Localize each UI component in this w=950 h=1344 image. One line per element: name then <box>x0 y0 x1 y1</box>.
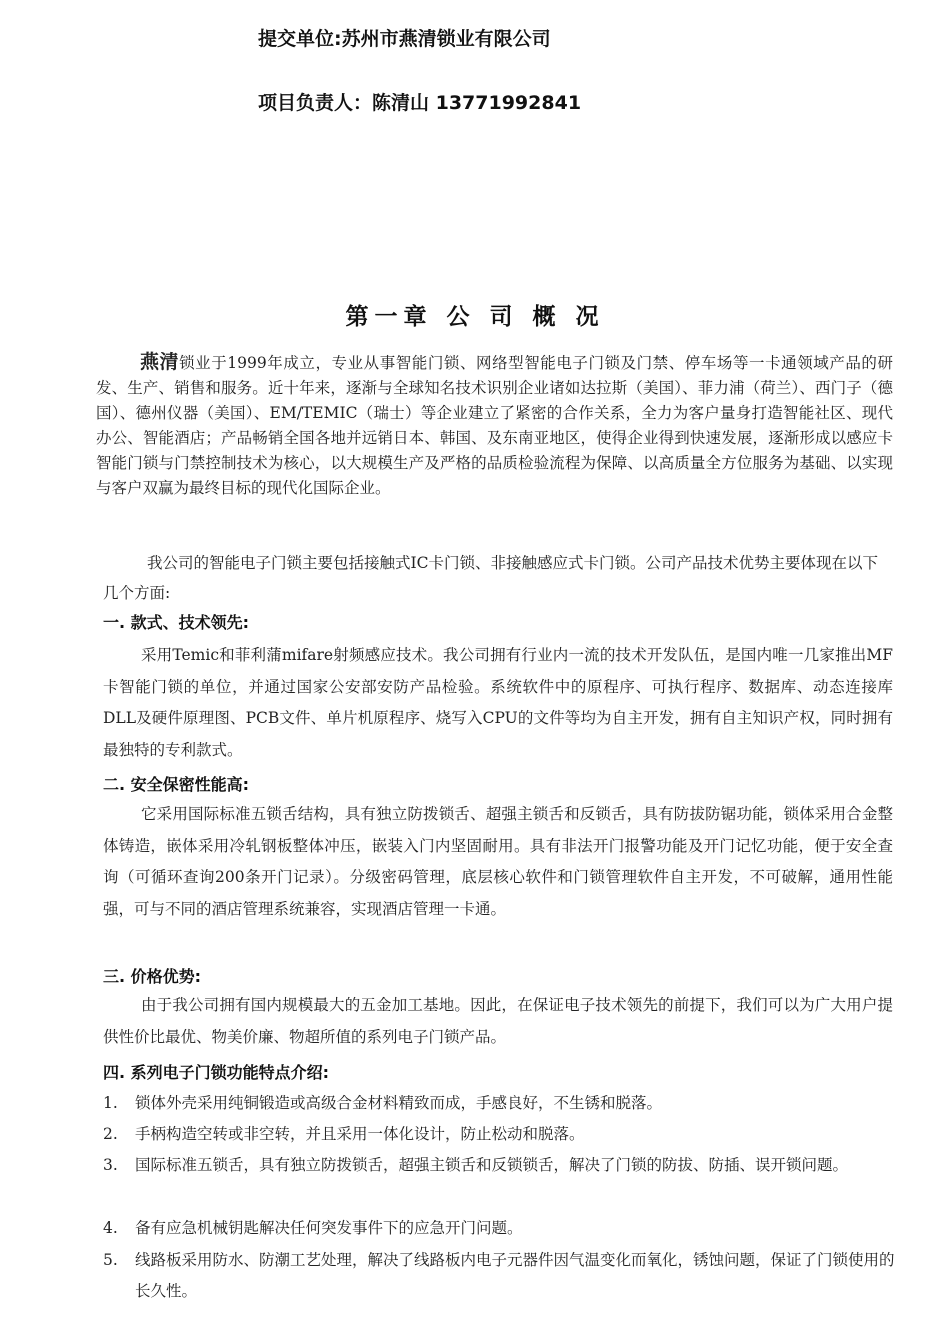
company-intro-paragraph <box>96 350 893 501</box>
section-heading-style-tech: 一. 款式、技术领先: <box>103 613 250 632</box>
feature-number: 4. <box>103 1219 118 1237</box>
products-intro-paragraph: 我公司的智能电子门锁主要包括接触式IC卡门锁、非接触感应式卡门锁。公司产品技术优势主要体现在以下几个方面: <box>103 554 878 602</box>
submitter-line: 提交单位:苏州市燕清锁业有限公司 <box>258 28 551 50</box>
feature-text: 国际标准五锁舌，具有独立防拨锁舌，超强主锁舌和反锁锁舌，解决了门锁的防拔、防插、误开锁问题。 <box>135 1156 849 1174</box>
feature-item <box>103 1213 903 1244</box>
feature-text: 锁体外壳采用纯铜锻造或高级合金材料精致而成，手感良好，不生锈和脱落。 <box>135 1094 663 1112</box>
feature-text: 线路板采用防水、防潮工艺处理，解决了线路板内电子元器件因气温变化而氧化，锈蚀问题，保证了门锁使用的长久性。 <box>135 1251 895 1300</box>
feature-text: 手柄构造空转或非空转，并且采用一体化设计，防止松动和脱落。 <box>135 1125 585 1143</box>
company-intro-text: 锁业于1999年成立，专业从事智能门锁、网络型智能电子门锁及门禁、停车场等一卡通领域产品的研发、生产、销售和服务。近十年来，逐渐与全球知名技术识别企业诸如达拉斯（美国）、菲力浦（荷兰）、西门子（德国）、德州仪器（美国）、EM/TEMIC（瑞士）等企业建立了紧密的合作关系，全力为客户量身打造智能社区、现代办公、智能酒店；产品畅销全国各地并远销日本、韩国、及东南亚地区，使得企业得到快速发展，逐渐形成以感应卡智能门锁与门禁控制技术为核心，以大规模生产及严格的品质检验流程为保障、以高质量全方位服务为基础、以实现与客户双赢为最终目标的现代化国际企业。 <box>96 354 893 497</box>
company-name-lead: 燕清 <box>140 351 180 373</box>
section-heading-security: 二. 安全保密性能高: <box>103 775 250 794</box>
project-leader-line: 项目负责人：陈清山 13771992841 <box>258 92 582 114</box>
section-heading-features: 四. 系列电子门锁功能特点介绍: <box>103 1063 330 1082</box>
feature-number: 1. <box>103 1094 118 1112</box>
section-heading-price: 三. 价格优势: <box>103 967 202 986</box>
feature-item <box>103 1119 903 1150</box>
feature-number: 3. <box>103 1156 118 1174</box>
feature-item <box>103 1245 903 1307</box>
feature-number: 2. <box>103 1125 118 1143</box>
chapter-title: 第一章 公 司 概 况 <box>345 304 605 330</box>
feature-number: 5. <box>103 1251 118 1269</box>
feature-item <box>103 1088 903 1119</box>
feature-text: 备有应急机械钥匙解决任何突发事件下的应急开门问题。 <box>135 1219 523 1237</box>
section-body-price: 由于我公司拥有国内规模最大的五金加工基地。因此，在保证电子技术领先的前提下，我们可以为广大用户提供性价比最优、物美价廉、物超所值的系列电子门锁产品。 <box>103 996 893 1046</box>
section-body-security: 它采用国际标准五锁舌结构，具有独立防拨锁舌、超强主锁舌和反锁舌，具有防拔防锯功能，锁体采用合金整体铸造，嵌体采用冷轧钢板整体冲压，嵌装入门内坚固耐用。具有非法开门报警功能及开门记忆功能，便于安全查询（可循环查询200条开门记录）。分级密码管理，底层核心软件和门锁管理软件自主开发，不可破解，通用性能强，可与不同的酒店管理系统兼容，实现酒店管理一卡通。 <box>103 805 893 918</box>
feature-item <box>103 1150 903 1181</box>
section-body-style-tech: 采用Temic和菲利蒲mifare射频感应技术。我公司拥有行业内一流的技术开发队伍，是国内唯一几家推出MF卡智能门锁的单位，并通过国家公安部安防产品检验。系统软件中的原程序、可执行程序、数据库、动态连接库DLL及硬件原理图、PCB文件、单片机原程序、烧写入CPU的文件等均为自主开发，拥有自主知识产权，同时拥有最独特的专利款式。 <box>103 646 893 759</box>
